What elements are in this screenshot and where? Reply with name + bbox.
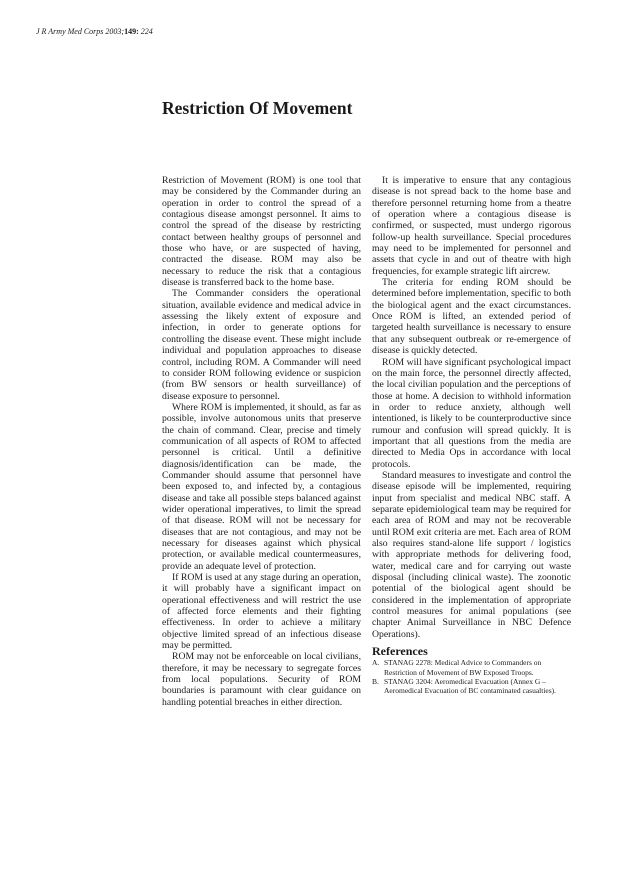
running-head [36, 27, 153, 36]
reference-text: STANAG 2278: Medical Advice to Commanders on Restriction of Movement of BW Exposed Troops. [384, 658, 542, 677]
paragraph: If ROM is used at any stage during an operation, it will probably have a significant impact on operational effectiveness and will restrict the use of affected force elements and their fighting effectiveness. In order to achieve a military objective limited spread of an infectious disease may be permitted. [162, 572, 361, 652]
reference-text: STANAG 3204: Aeromedical Evacuation (Annex G – Aeromedical Evacuation of BC contaminated casualties). [384, 676, 557, 695]
references-heading: References [372, 644, 428, 659]
paragraph: It is imperative to ensure that any contagious disease is not spread back to the home base and therefore personnel returning home from a theatre of operation where a contagious disease is confirmed, or suspected, must undergo rigorous follow-up health surveillance. Special procedures may need to be implemented for personnel and assets that cycle in and out of theatre with high frequencies, for example strategic lift aircrew. [372, 175, 571, 277]
page-number: 224 [138, 27, 153, 36]
reference-item [372, 677, 571, 695]
paragraph: ROM will have significant psychological impact on the main force, the personnel directly affected, the local civilian population and the perceptions of those at home. A decision to withhold information in order to reduce anxiety, although well intentioned, is likely to be counterproductive since rumour and confusion will spread quickly. It is important that all questions from the media are directed to Media Ops in accordance with local protocols. [372, 356, 571, 470]
paragraph: Restriction of Movement (ROM) is one tool that may be considered by the Commander during an operation in order to control the spread of a contagious disease amongst personnel. It aims to control the spread of the disease by restricting contact between healthy groups of personnel and those who have, or are suspected of having, contracted the disease. ROM may also be necessary to reduce the risk that a contagious disease is transferred back to the home base. [162, 175, 361, 289]
paragraph: The criteria for ending ROM should be determined before implementation, specific to both the biological agent and the exact circumstances. Once ROM is lifted, an extended period of targeted health surveillance is necessary to ensure that any subsequent outbreak or re-emergence of disease is quickly detected. [372, 277, 571, 357]
journal-citation: J R Army Med Corps 2003; [36, 27, 125, 36]
paragraph: Standard measures to investigate and control the disease episode will be implemented, requiring input from specialist and medical NBC staff. A separate epidemiological team may be required for each area of ROM and may not be recoverable until ROM exit criteria are met. Each area of ROM also requires stand-alone life support / logistics with appropriate methods for delivering food, water, medical care and for carrying out waste disposal (including clinical waste). The zoonotic potential of the biological agent should be considered in the implementation of appropriate control measures for animal populations (see chapter Animal Surveillance in NBC Defence Operations). [372, 469, 571, 640]
reference-label: A. [372, 658, 380, 668]
references-list [372, 658, 571, 694]
volume-number: 149: [124, 27, 139, 36]
right-column [372, 175, 571, 695]
article-title: Restriction Of Movement [162, 98, 353, 118]
reference-item [372, 658, 571, 676]
paragraph: Where ROM is implemented, it should, as far as possible, involve autonomous units that preserve the chain of command. Clear, precise and timely communication of all aspects of ROM to affected personnel is critical. Until a definitive diagnosis/identification can be made, the Commander should assume that personnel have been exposed to, and infected by, a contagious disease and take all possible steps balanced against wider operational imperatives, to limit the spread of that disease. ROM will not be necessary for diseases that are not contagious, and may not be necessary for diseases against which physical protection, or available medical countermeasures, provide an adequate level of protection. [162, 401, 361, 572]
left-column [162, 175, 361, 708]
paragraph: The Commander considers the operational situation, available evidence and medical advice in assessing the likely extent of exposure and infection, in order to generate options for controlling the disease event. These might include individual and population approaches to disease control, including ROM. A Commander will need to consider ROM following evidence or suspicion (from BW sensors or health surveillance) of disease exposure to personnel. [162, 288, 361, 402]
paragraph: ROM may not be enforceable on local civilians, therefore, it may be necessary to segregate forces from local populations. Security of ROM boundaries is paramount with clear guidance on handling potential breaches in either direction. [162, 651, 361, 708]
reference-label: B. [372, 676, 379, 686]
